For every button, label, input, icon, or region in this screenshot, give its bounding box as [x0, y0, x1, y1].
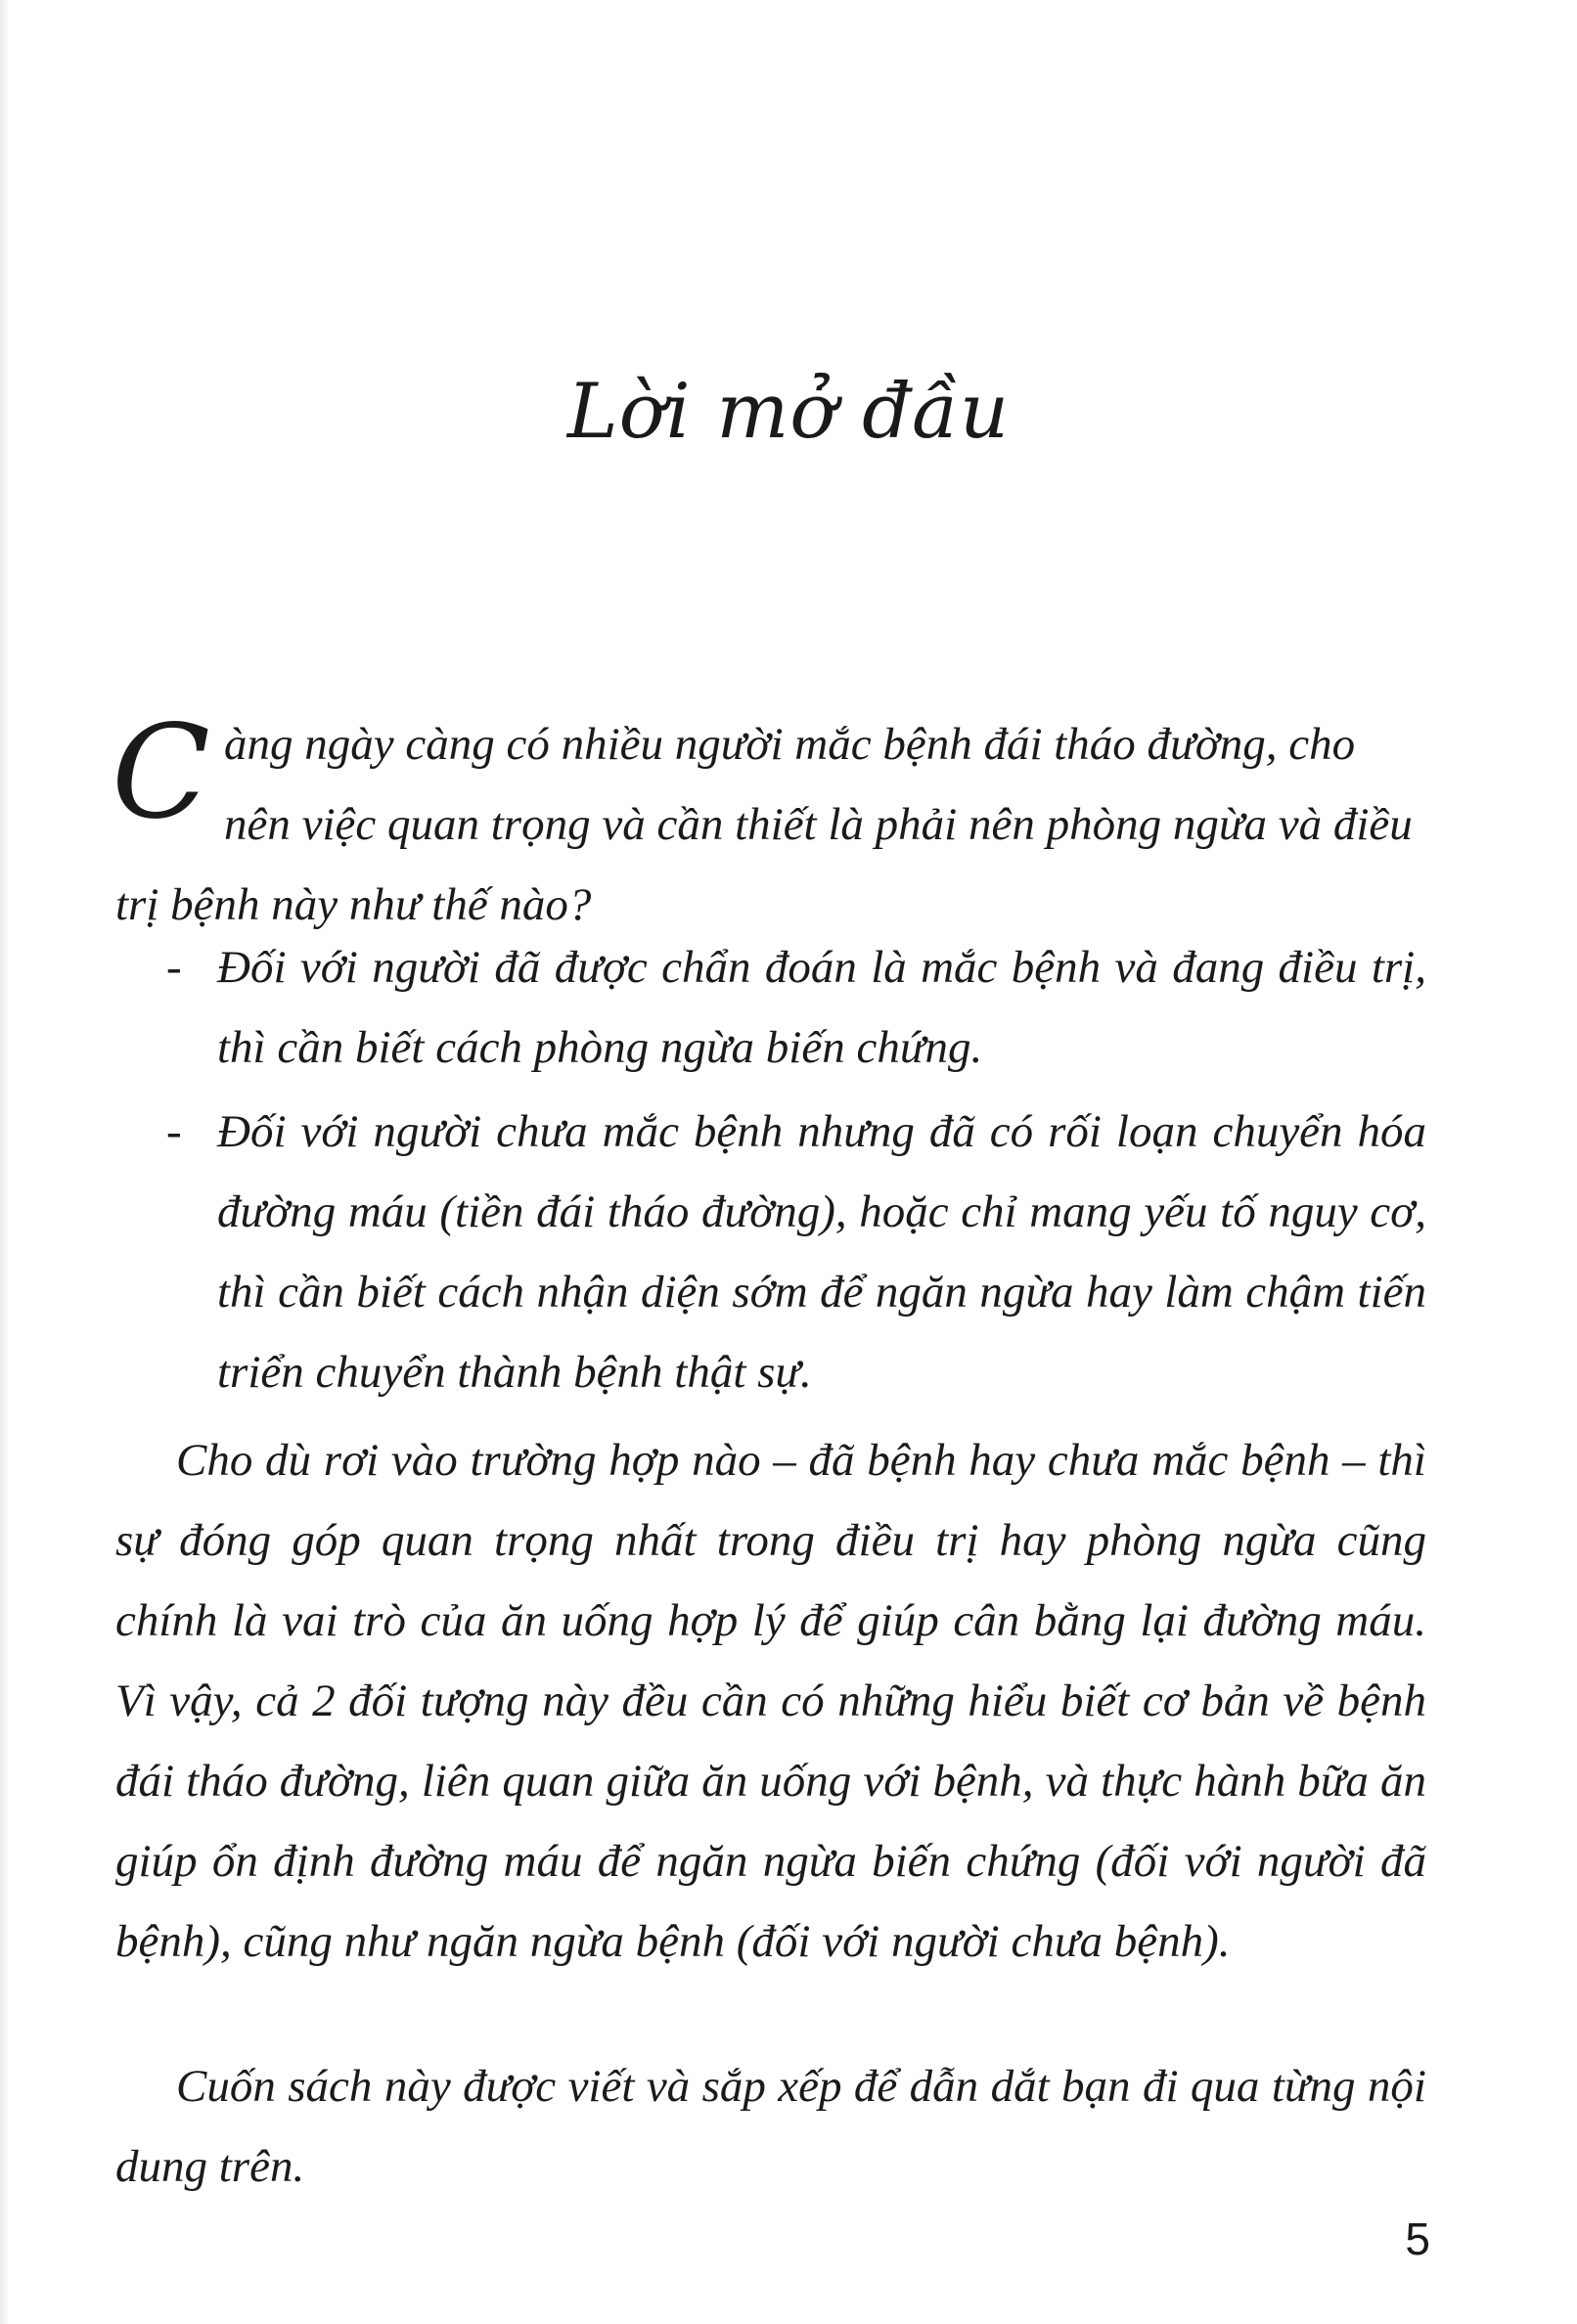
bullet-text: Đối với người đã được chẩn đoán là mắc bệnh và đang điều trị, thì cần biết cách phòng ngừa biến chứng.	[217, 942, 1426, 1073]
intro-paragraph	[112, 697, 1426, 945]
closing-paragraph: Cuốn sách này được viết và sắp xếp để dẫn dắt bạn đi qua từng nội dung trên.	[115, 2061, 1426, 2192]
bullet-item	[115, 927, 1426, 1088]
bullet-marker: -	[166, 942, 182, 993]
body-paragraph: Cho dù rơi vào trường hợp nào – đã bệnh hay chưa mắc bệnh – thì sự đóng góp quan trọng nhất trong điều trị hay phòng ngừa cũng chính là vai trò của ăn uống hợp lý để giúp cân bằng lại đường máu. Vì vậy, cả 2 đối tượng này đều cần có những hiểu biết cơ bản về bệnh đái tháo đường, liên quan giữa ăn uống với bệnh, và thực hành bữa ăn giúp ổn định đường máu để ngăn ngừa biến chứng (đối với người đã bệnh), cũng như ngăn ngừa bệnh (đối với người chưa bệnh).	[115, 1435, 1426, 1967]
drop-cap: C	[112, 697, 210, 848]
page-number: 5	[1405, 2213, 1430, 2264]
bullet-list	[115, 927, 1426, 1416]
bullet-text: Đối với người chưa mắc bệnh nhưng đã có rối loạn chuyển hóa đường máu (tiền đái tháo đường), hoặc chỉ mang yếu tố nguy cơ, thì cần biết cách nhận diện sớm để ngăn ngừa hay làm chậm tiến triển chuyển thành bệnh thật sự.	[217, 1106, 1426, 1398]
page-title: Lời mở đầu	[566, 368, 1011, 456]
bullet-item	[115, 1092, 1426, 1412]
intro-text: àng ngày càng có nhiều người mắc bệnh đái tháo đường, cho nên việc quan trọng và cần thiết là phải nên phòng ngừa và điều trị bệnh này như thế nào?	[115, 719, 1413, 930]
page-edge-shadow	[0, 0, 10, 2324]
bullet-marker: -	[166, 1106, 182, 1157]
